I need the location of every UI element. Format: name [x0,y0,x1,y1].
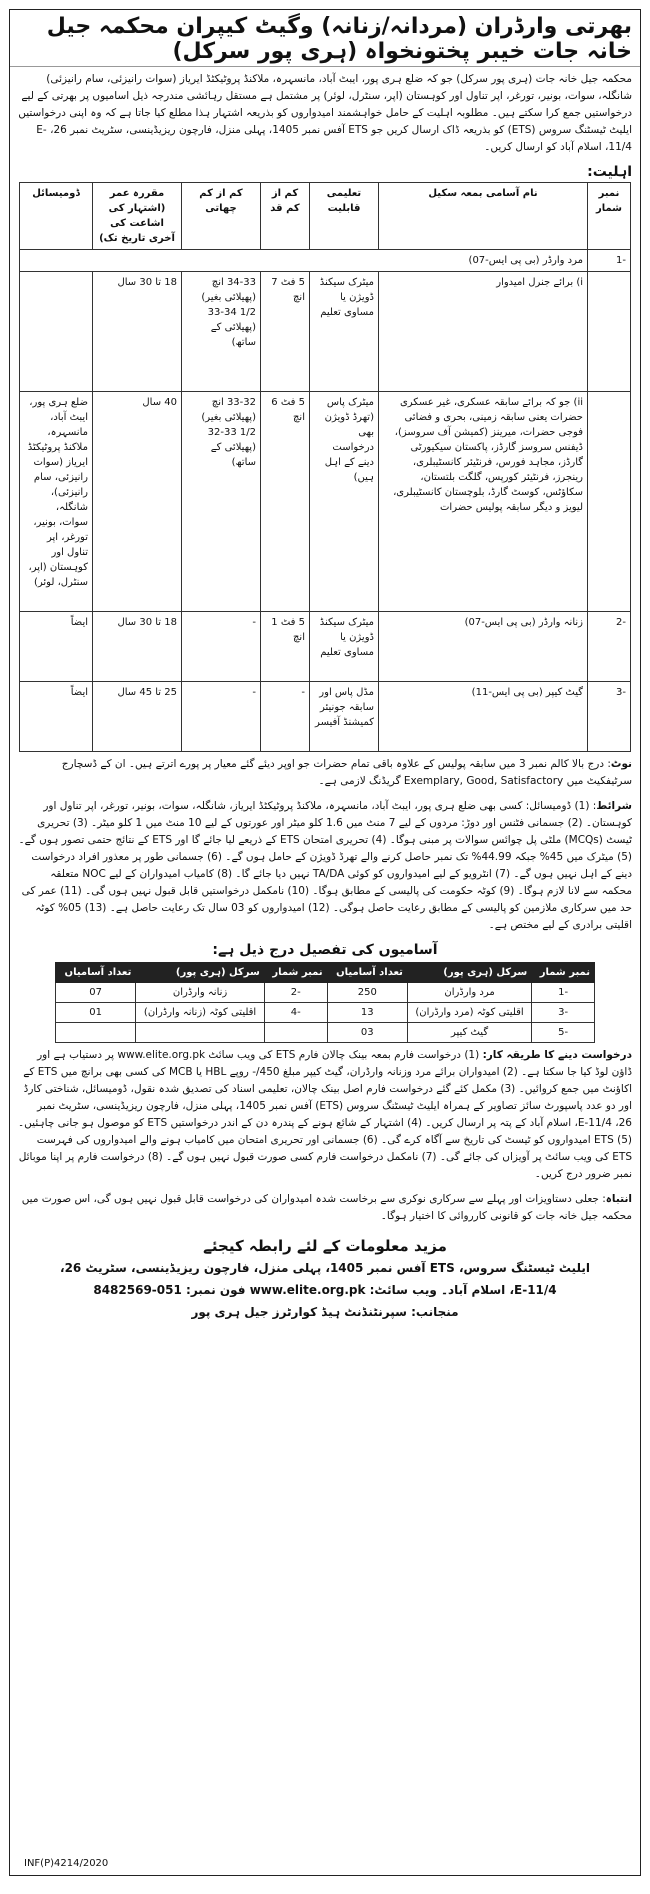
sum-col: سرکل (ہری پور) [136,963,264,983]
posts-table [19,182,631,752]
sum-col: نمبر شمار [532,963,595,983]
cell-post: گیٹ کیپر (بی پی ایس-11) [379,682,588,752]
sum-cell: -4 [264,1003,327,1023]
sum-cell [264,1023,327,1043]
sum-cell: اقلیتی کوٹہ (مرد وارڈران) [407,1003,531,1023]
cell-education: مڈل پاس اور سابقہ جونیئر کمیشنڈ آفیسر [310,682,379,752]
cell-post: ii) جو کہ برائے سابقہ عسکری، غیر عسکری حضرات یعنی سابقہ زمینی، بحری و فضائی فوجی حضرات، میرینز (کمیشن آف سروسز)، ڈیفنس سروسز گارڈز، پاکستان سیکیورٹی گارڈز، مجاہد فورس، فرنٹیئر کانسٹیبلری، رینجرز، فرنٹیئر کورپس، گلگت بلتستان، سکاؤٹس، کوسٹ گارڈ، بلوچستان کانسٹیبلری، لیویز و دیگر سابقہ پولیس حضرات [379,392,588,612]
sum-cell: 13 [327,1003,407,1023]
table-row [20,272,631,392]
conditions-block: شرائط: (1) ڈومیسائل: کسی بھی ضلع ہری پور، ایبٹ آباد، مانسہرہ، ملاکنڈ پروٹیکٹڈ ایریاز، شانگلہ، سوات، بونیر، تورغر، اپر تناول اور کوہستان۔ (2) جسمانی فٹنس اور دوڑ: مردوں کے لیے 7 منٹ میں 1.6 کلو میٹر اور عورتوں کے لیے 10 منٹ میں 1 کلو میٹر۔ (3) تحریری ٹیسٹ (MCQs) ملٹی پل چوائس سوالات پر مبنی ہوگا۔ (4) تحریری امتحان ETS کے ذریعے لیا جائے گا اور ETS کے نتائج حتمی تصور ہوں گے۔ (5) میٹرک میں 45% جبکہ 44.99% تک نمبر حاصل کرنے والے تھرڈ ڈویژن کے حامل ہوں گے۔ (6) جسمانی طور پر معذور افراد درخواست دینے کے اہل نہیں ہوں گے۔ (7) انٹرویو کے لیے امیدواروں کو کوئی TA/DA نہیں دیا جائے گا۔ (8) کامیاب امیدواران کے لیے NOC متعلقہ محکمہ سے لانا لازم ہوگا۔ (9) کوٹہ حکومت کی پالیسی کے مطابق ہوگا۔ (10) نامکمل درخواستیں قابل قبول نہیں ہوں گی۔ (11) عمر کی حد میں سرکاری ملازمین کو پالیسی کے مطابق رعایت حاصل ہوگی۔ (12) امیدواروں کو 03 سال تک رعایت حاصل ہے۔ (13) 05% کوٹہ اقلیتی برادری کے لیے مختص ہے۔ [18,800,632,931]
advertisement-page [9,9,641,1876]
inf-reference: INF(P)4214/2020 [24,1858,109,1869]
apply-label: درخواست دینے کا طریقہ کار: [482,1049,632,1061]
summary-row [56,1003,595,1023]
cell-chest: 33-32 انچ (پھیلائی بغیر) 1/2 33-32 (پھیلائی کے ساتھ) [182,392,261,612]
summary-header [56,963,595,983]
table-row [20,392,631,612]
col-education: تعلیمی قابلیت [310,183,379,250]
cell-age: 25 تا 45 سال [93,682,182,752]
sum-cell: زنانہ وارڈران [136,983,264,1003]
sum-col: نمبر شمار [264,963,327,983]
sum-cell [136,1023,264,1043]
apply-text: (1) درخواست فارم بمعہ بینک چالان فارم ETS کی ویب سائٹ www.elite.org.pk پر دستیاب ہے اور ڈاؤن لوڈ کیا جا سکتا ہے۔ (2) امیدواران برائے مرد وزنانہ وارڈران، گیٹ کیپر مبلغ 450/- روپے HBL یا MCB کی کسی بھی برانچ میں ETS کے اکاؤنٹ میں جمع کروائیں۔ (3) مکمل کئے گئے درخواست فارم اصل بینک چالان، تعلیمی اسناد کی تصدیق شدہ نقول، ڈومیسائل، شناختی کارڈ اور دو عدد پاسپورٹ سائز تصاویر کے ہمراہ ایلیٹ ٹیسٹنگ سروس (ETS) آفس نمبر 1405، پہلی منزل، فارچون ریزیڈینسی، سٹریٹ نمبر 26، E-11/4، اسلام آباد کے پتہ پر ارسال کریں۔ (4) اشتہار کے شائع ہونے کے پندرہ دن کے اندر درخواستیں ETS کو موصول ہو جانی چاہئیں۔ (5) ETS امیدواروں کو ٹیسٹ کی تاریخ سے آگاہ کرے گی۔ (6) جسمانی اور تحریری امتحان میں کامیاب ہونے والے امیدواروں کی فہرست ETS کی ویب سائٹ پر آویزاں کی جائے گی۔ (7) نامکمل درخواست فارم کسی صورت قبول نہیں ہوں گے۔ (8) درخواست فارم پر اپنا موبائل نمبر ضرور درج کریں۔ [18,1049,632,1180]
sum-cell: -1 [532,983,595,1003]
cell-age: 40 سال [93,392,182,612]
cell-height: 5 فٹ 1 انچ [261,612,310,682]
contact-heading: مزید معلومات کے لئے رابطہ کیجئے [203,1237,447,1255]
cell-height: - [261,682,310,752]
intro-paragraph: محکمہ جیل خانہ جات (ہری پور سرکل) جو کہ ضلع ہری پور، ایبٹ آباد، مانسہرہ، ملاکنڈ پروٹیکٹڈ ایریاز (سوات رانیزئی، سام رانیزئی) شانگلہ، سوات، بونیر، تورغر، اپر تناول اور کوہستان (اپر، سنٹرل، لوئر) پر مشتمل ہے مستقل رہائشی مندرجہ ذیل اسامیوں پر بھرتی کے لیے درخواستیں جمع کرا سکتے ہیں۔ مطلوبہ اہلیت کے حامل خواہشمند امیدواروں کو بذریعہ اشتہار ہذا مطلع کیا جاتا ہے کہ وہ اپنی درخواستیں ایلیٹ ٹیسٹنگ سروس (ETS) کو بذریعہ ڈاک ارسال کریں جو ETS آفس نمبر 1405، پہلی منزل، فارچون ریزیڈینسی، سٹریٹ نمبر 26، E-11/4، اسلام آباد کو ارسال کریں۔ [18,73,632,153]
cell-age: 18 تا 30 سال [93,612,182,682]
cell-height: 5 فٹ 7 انچ [261,272,310,392]
cell-domicile [20,272,93,392]
note-text: درج بالا کالم نمبر 3 میں سابقہ پولیس کے علاوہ باقی تمام حضرات جو اوپر دیئے گئے معیار پر پورے اترتے ہیں۔ ان کے ڈسچارج سرٹیفکیٹ میں Exemplary, Good, Satisfactory گریڈنگ لازمی ہے۔ [61,758,632,787]
table-row [20,612,631,682]
col-serial: نمبر شمار [588,183,631,250]
sum-col: تعداد آسامیاں [327,963,407,983]
posts-table-header [20,183,631,250]
cell-education: میٹرک سیکنڈ ڈویژن یا مساوی تعلیم [310,272,379,392]
eligibility-heading: اہلیت: [587,164,632,180]
cell-chest: - [182,612,261,682]
apply-block [10,1043,640,1187]
col-post: نام آسامی بمعہ سکیل [379,183,588,250]
warning-block: انتباہ: جعلی دستاویزات اور پہلے سے سرکاری نوکری سے برخاست شدہ امیدواران کی درخواست قابل قبول نہیں ہوں گی، اس صورت میں محکمہ جیل خانہ جات کو قانونی کارروائی کا اختیار ہوگا۔ [21,1193,632,1222]
conditions-text: (1) ڈومیسائل: کسی بھی ضلع ہری پور، ایبٹ آباد، مانسہرہ، ملاکنڈ پروٹیکٹڈ ایریاز، شانگلہ، سوات، بونیر، تورغر، اپر تناول اور کوہستان۔ (2) جسمانی فٹنس اور دوڑ: مردوں کے لیے 7 منٹ میں 1.6 کلو میٹر اور عورتوں کے لیے 10 منٹ میں 1 کلو میٹر۔ (3) تحریری ٹیسٹ (MCQs) ملٹی پل چوائس سوالات پر مبنی ہوگا۔ (4) تحریری امتحان ETS کے ذریعے لیا جائے گا اور ETS کے نتائج حتمی تصور ہوں گے۔ (5) میٹرک میں 45% جبکہ 44.99% تک نمبر حاصل کرنے والے تھرڈ ڈویژن کے حامل ہوں گے۔ (6) جسمانی طور پر معذور افراد درخواست دینے کے اہل نہیں ہوں گے۔ (7) انٹرویو کے لیے امیدواروں کو کوئی TA/DA نہیں دیا جائے گا۔ (8) کامیاب امیدواران کے لیے NOC متعلقہ محکمہ سے لانا لازم ہوگا۔ (9) کوٹہ حکومت کی پالیسی کے مطابق ہوگا۔ (10) نامکمل درخواستیں قابل قبول نہیں ہوں گی۔ (11) عمر کی حد میں سرکاری ملازمین کو پالیسی کے مطابق رعایت حاصل ہوگی۔ (12) امیدواروں کو 03 سال تک رعایت حاصل ہے۔ (13) 05% کوٹہ اقلیتی برادری کے لیے مختص ہے۔ [18,800,632,931]
cell-domicile: ایضاً [20,682,93,752]
cell-post: i) برائے جنرل امیدوار [379,272,588,392]
page-title: بھرتی وارڈران (مردانہ/زنانہ) وگیٹ کیپران محکمہ جیل خانہ جات خیبر پختونخواہ (ہری پور سرکل) [10,10,640,67]
sum-col: تعداد آسامیاں [56,963,136,983]
cell-domicile: ضلع ہری پور، ایبٹ آباد، مانسہرہ، ملاکنڈ پروٹیکٹڈ ایریاز (سوات رانیزئی، سام رانیزئی)، شانگلہ، سوات، بونیر، تورغر، اپر تناول اور کوہستان (اپر، سنٹرل، لوئر) [20,392,93,612]
cell-education: میٹرک سیکنڈ ڈویژن یا مساوی تعلیم [310,612,379,682]
cell-serial: -2 [588,612,631,682]
cell-post: مرد وارڈر (بی پی ایس-07) [20,250,588,272]
col-domicile: ڈومیسائل [20,183,93,250]
cell-chest: - [182,682,261,752]
summary-row [56,1023,595,1043]
contact-line: E-11/4، اسلام آباد۔ ویب سائٹ: www.elite.org.pk فون نمبر: 051-8482569 [93,1283,557,1297]
cell-age: 18 تا 30 سال [93,272,182,392]
sum-cell: گیٹ کیپر [407,1023,531,1043]
note-block: نوٹ: درج بالا کالم نمبر 3 میں سابقہ پولیس کے علاوہ باقی تمام حضرات جو اوپر دیئے گئے معیار پر پورے اترتے ہیں۔ ان کے ڈسچارج سرٹیفکیٹ میں Exemplary, Good, Satisfactory گریڈنگ لازمی ہے۔ [61,758,632,787]
sum-cell [56,1023,136,1043]
contact-block [10,1229,640,1323]
sum-cell: 03 [327,1023,407,1043]
table-row [20,682,631,752]
note-label: نوٹ [610,758,632,770]
cell-post: زنانہ وارڈر (بی پی ایس-07) [379,612,588,682]
conditions-label: شرائط [596,800,632,812]
sum-cell: مرد وارڈران [407,983,531,1003]
cell-serial: -3 [588,682,631,752]
col-height: کم از کم قد [261,183,310,250]
cell-domicile: ایضاً [20,612,93,682]
warning-text: جعلی دستاویزات اور پہلے سے سرکاری نوکری سے برخاست شدہ امیدواران کی درخواست قابل قبول نہیں ہوں گی، اس صورت میں محکمہ جیل خانہ جات کو قانونی کارروائی کا اختیار ہوگا۔ [21,1193,632,1222]
col-chest: کم از کم چھاتی [182,183,261,250]
col-age: مقررہ عمر (اشتہار کی اشاعت کی آخری تاریخ تک) [93,183,182,250]
contact-line: منجانب: سپرنٹنڈنٹ ہیڈ کوارٹرز جیل ہری پور [191,1305,459,1319]
table-row [20,250,631,272]
sum-cell: -3 [532,1003,595,1023]
sum-cell: -5 [532,1023,595,1043]
contact-line: ایلیٹ ٹیسٹنگ سروس، ETS آفس نمبر 1405، پہلی منزل، فارچون ریزیڈینسی، سٹریٹ 26، [60,1261,590,1275]
warning-label: انتباہ [605,1193,632,1205]
cell-chest: 34-33 انچ (پھیلائی بغیر) 1/2 34-33 (پھیلائی کے ساتھ) [182,272,261,392]
cell-serial [588,272,631,392]
sum-cell: 250 [327,983,407,1003]
sum-col: سرکل (ہری پور) [407,963,531,983]
sum-cell: -2 [264,983,327,1003]
cell-serial [588,392,631,612]
cell-height: 5 فٹ 6 انچ [261,392,310,612]
summary-row [56,983,595,1003]
summary-table [55,962,595,1043]
cell-serial: -1 [588,250,631,272]
sum-cell: اقلیتی کوٹہ (زنانہ وارڈران) [136,1003,264,1023]
sum-cell: 01 [56,1003,136,1023]
sum-cell: 07 [56,983,136,1003]
cell-education: میٹرک پاس (تھرڈ ڈویژن بھی درخواست دینے کے اہل ہیں) [310,392,379,612]
summary-heading: آسامیوں کی تفصیل درج ذیل ہے: [212,942,438,958]
